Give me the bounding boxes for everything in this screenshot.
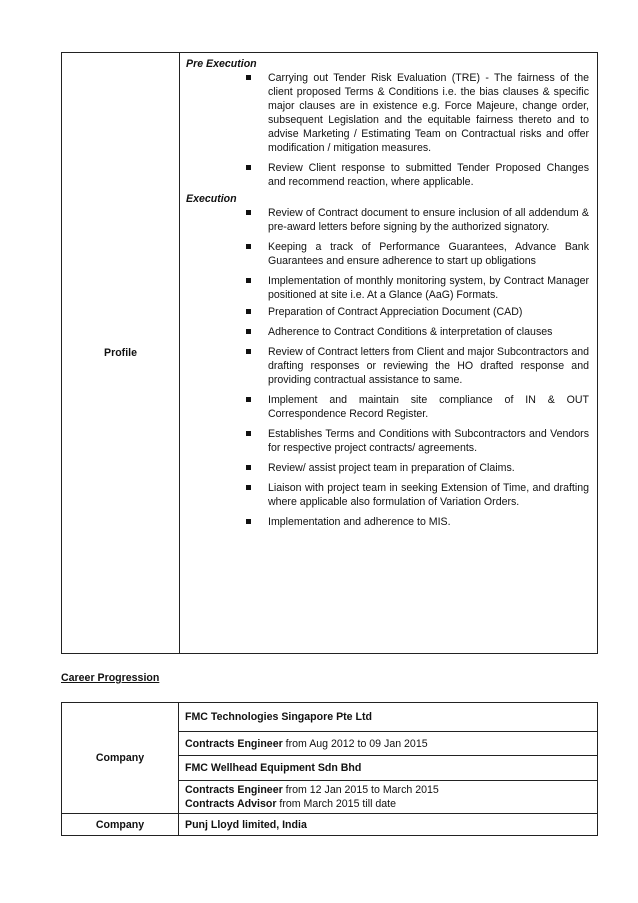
career-table [61, 702, 598, 836]
career-heading-text: Career Progression [61, 672, 160, 684]
company-name: FMC Technologies Singapore Pte Ltd [179, 703, 598, 732]
list-item [186, 71, 591, 155]
list-item-text: Review of Contract letters from Client and major Subcontractors and drafting responses or reviewing the HO drafted response and providing contractual assistance to same. [268, 346, 589, 386]
pre-execution-list [186, 71, 591, 189]
list-item [186, 515, 591, 529]
list-item [186, 206, 591, 234]
square-bullet-icon [246, 431, 251, 436]
company-label-cell: Company [62, 814, 179, 836]
role-title: Contracts Engineer [185, 784, 283, 796]
square-bullet-icon [246, 519, 251, 524]
role-period: from March 2015 till date [276, 798, 396, 810]
list-item [186, 240, 591, 268]
square-bullet-icon [246, 278, 251, 283]
list-item-text: Carrying out Tender Risk Evaluation (TRE) - The fairness of the client proposed Terms & Conditions i.e. the bias clauses & specific major clauses are in existence e.g. Force Majeure, change order, subsequent Legislation and the equitable fairness thereto and to advise Marketing / Estimating Team on Contractual risks and offer modification / mitigation measures. [268, 72, 589, 154]
list-item [186, 161, 591, 189]
list-item-text: Review Client response to submitted Tender Proposed Changes and recommend reaction, where applicable. [268, 162, 589, 188]
square-bullet-icon [246, 349, 251, 354]
list-item [186, 274, 591, 302]
list-item [186, 305, 591, 319]
list-item-text: Review of Contract document to ensure inclusion of all addendum & pre-award letters before signing by the authorized signatory. [268, 207, 589, 233]
list-item-text: Liaison with project team in seeking Extension of Time, and drafting where applicable also formulation of Variation Orders. [268, 482, 589, 508]
profile-table [61, 52, 598, 654]
company-label-cell: Company [62, 703, 179, 814]
profile-label: Profile [62, 53, 180, 653]
list-item-text: Review/ assist project team in preparation of Claims. [268, 462, 515, 474]
list-item-text: Implement and maintain site compliance of IN & OUT Correspondence Record Register. [268, 394, 589, 420]
list-item-text: Preparation of Contract Appreciation Document (CAD) [268, 306, 523, 318]
list-item [186, 481, 591, 509]
square-bullet-icon [246, 485, 251, 490]
square-bullet-icon [246, 329, 251, 334]
execution-list [186, 206, 591, 529]
role-entry [179, 732, 598, 756]
profile-content [180, 53, 597, 653]
role-title: Contracts Engineer [185, 737, 283, 750]
role-title: Contracts Advisor [185, 798, 277, 810]
square-bullet-icon [246, 75, 251, 80]
square-bullet-icon [246, 397, 251, 402]
pre-execution-heading: Pre Execution [186, 58, 257, 70]
list-item [186, 461, 591, 475]
list-item [186, 325, 591, 339]
square-bullet-icon [246, 165, 251, 170]
execution-heading: Execution [186, 193, 237, 205]
list-item-text: Implementation of monthly monitoring system, by Contract Manager positioned at site i.e. At a Glance (AaG) Formats. [268, 275, 589, 301]
company-name: FMC Wellhead Equipment Sdn Bhd [179, 756, 598, 781]
square-bullet-icon [246, 309, 251, 314]
list-item-text: Keeping a track of Performance Guarantees, Advance Bank Guarantees and ensure adherence to start up obligations [268, 241, 589, 267]
role-period: from 12 Jan 2015 to March 2015 [282, 784, 439, 796]
list-item-text: Implementation and adherence to MIS. [268, 516, 451, 528]
list-item-text: Adherence to Contract Conditions & interpretation of clauses [268, 326, 553, 338]
list-item [186, 345, 591, 387]
list-item-text: Establishes Terms and Conditions with Subcontractors and Vendors for respective project contracts/ agreements. [268, 428, 589, 454]
company-name: Punj Lloyd limited, India [179, 814, 598, 836]
square-bullet-icon [246, 210, 251, 215]
list-item [186, 427, 591, 455]
list-item [186, 393, 591, 421]
role-entry [179, 781, 598, 814]
role-period: from Aug 2012 to 09 Jan 2015 [282, 737, 428, 750]
square-bullet-icon [246, 465, 251, 470]
career-progression-heading [61, 671, 169, 685]
square-bullet-icon [246, 244, 251, 249]
